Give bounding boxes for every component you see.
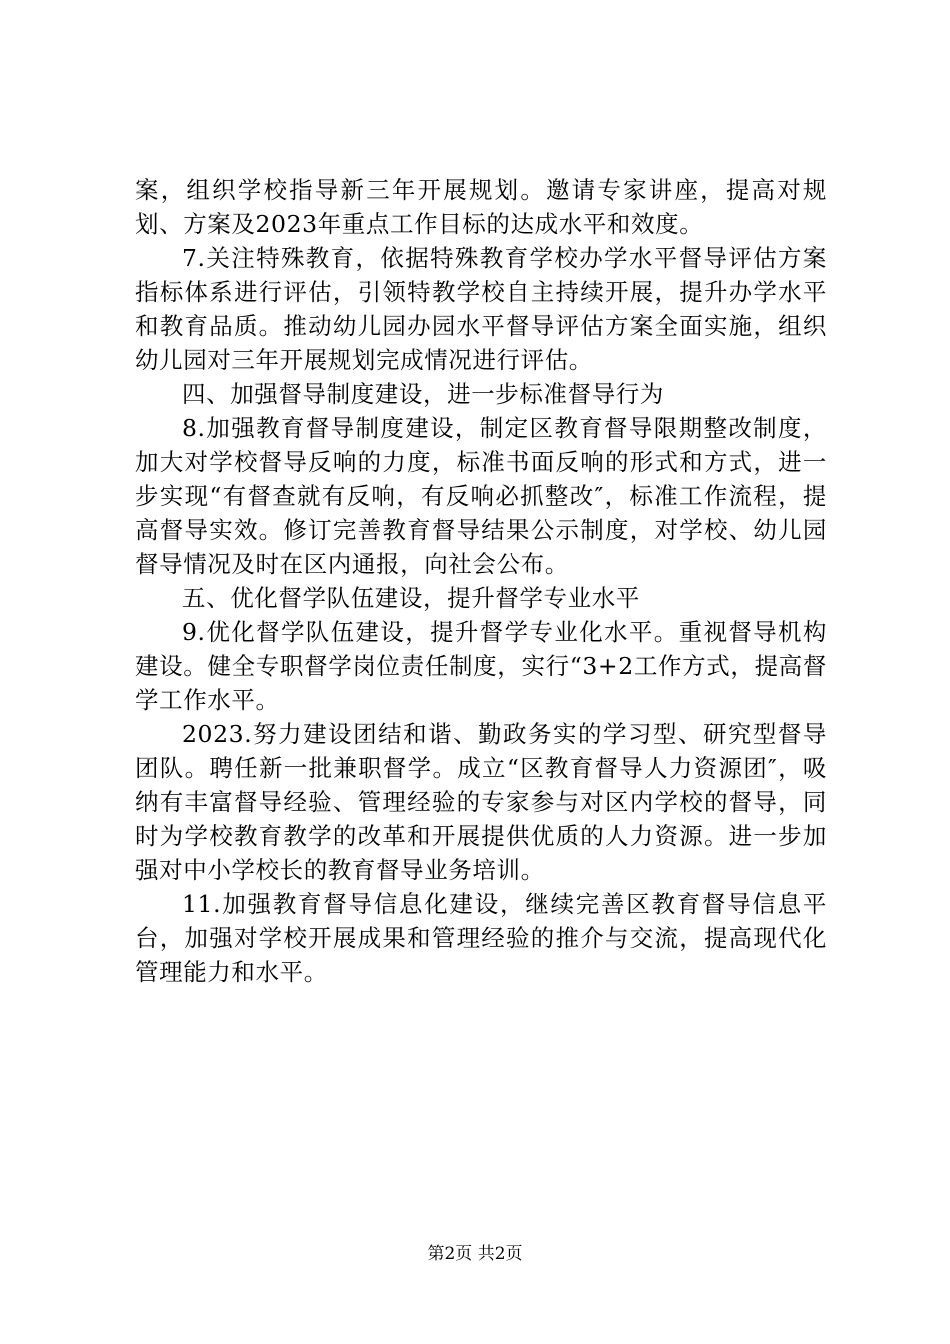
paragraph-item-11: 11.加强教育督导信息化建设，继续完善区教育督导信息平台，加强对学校开展成果和管理经验的推介与交流，提高现代化管理能力和水平。 xyxy=(135,890,827,986)
page-number-label: 第2页 共2页 xyxy=(427,1244,523,1264)
section-heading-4: 四、加强督导制度建设，进一步标准督导行为 xyxy=(182,380,664,408)
paragraph-continuation: 案，组织学校指导新三年开展规划。邀请专家讲座，提高对规划、方案及2023年重点工作目标的达成水平和效度。 xyxy=(135,176,827,238)
paragraph-item-8: 8.加强教育督导制度建设，制定区教育督导限期整改制度，加大对学校督导反响的力度，标准书面反响的形式和方式，进一步实现“有督查就有反响，有反响必抓整改″，标准工作流程，提高督导实效。修订完善教育督导结果公示制度，对学校、幼儿园督导情况及时在区内通报，向社会公布。 xyxy=(135,414,827,578)
document-body xyxy=(135,173,827,989)
paragraph-item-9: 9.优化督学队伍建设，提升督学专业化水平。重视督导机构建设。健全专职督学岗位责任制度，实行“3+2工作方式，提高督学工作水平。 xyxy=(135,618,827,714)
page-footer xyxy=(0,1243,950,1265)
section-heading-5: 五、优化督学队伍建设，提升督学专业水平 xyxy=(182,584,640,612)
paragraph-item-10: 2023.努力建设团结和谐、勤政务实的学习型、研究型督导团队。聘任新一批兼职督学。成立“区教育督导人力资源团″，吸纳有丰富督导经验、管理经验的专家参与对区内学校的督导，同时为学校教育教学的改革和开展提供优质的人力资源。进一步加强对中小学校长的教育督导业务培训。 xyxy=(135,720,827,884)
paragraph-item-7: 7.关注特殊教育，依据特殊教育学校办学水平督导评估方案指标体系进行评估，引领特教学校自主持续开展，提升办学水平和教育品质。推动幼儿园办园水平督导评估方案全面实施，组织幼儿园对三年开展规划完成情况进行评估。 xyxy=(135,244,827,374)
